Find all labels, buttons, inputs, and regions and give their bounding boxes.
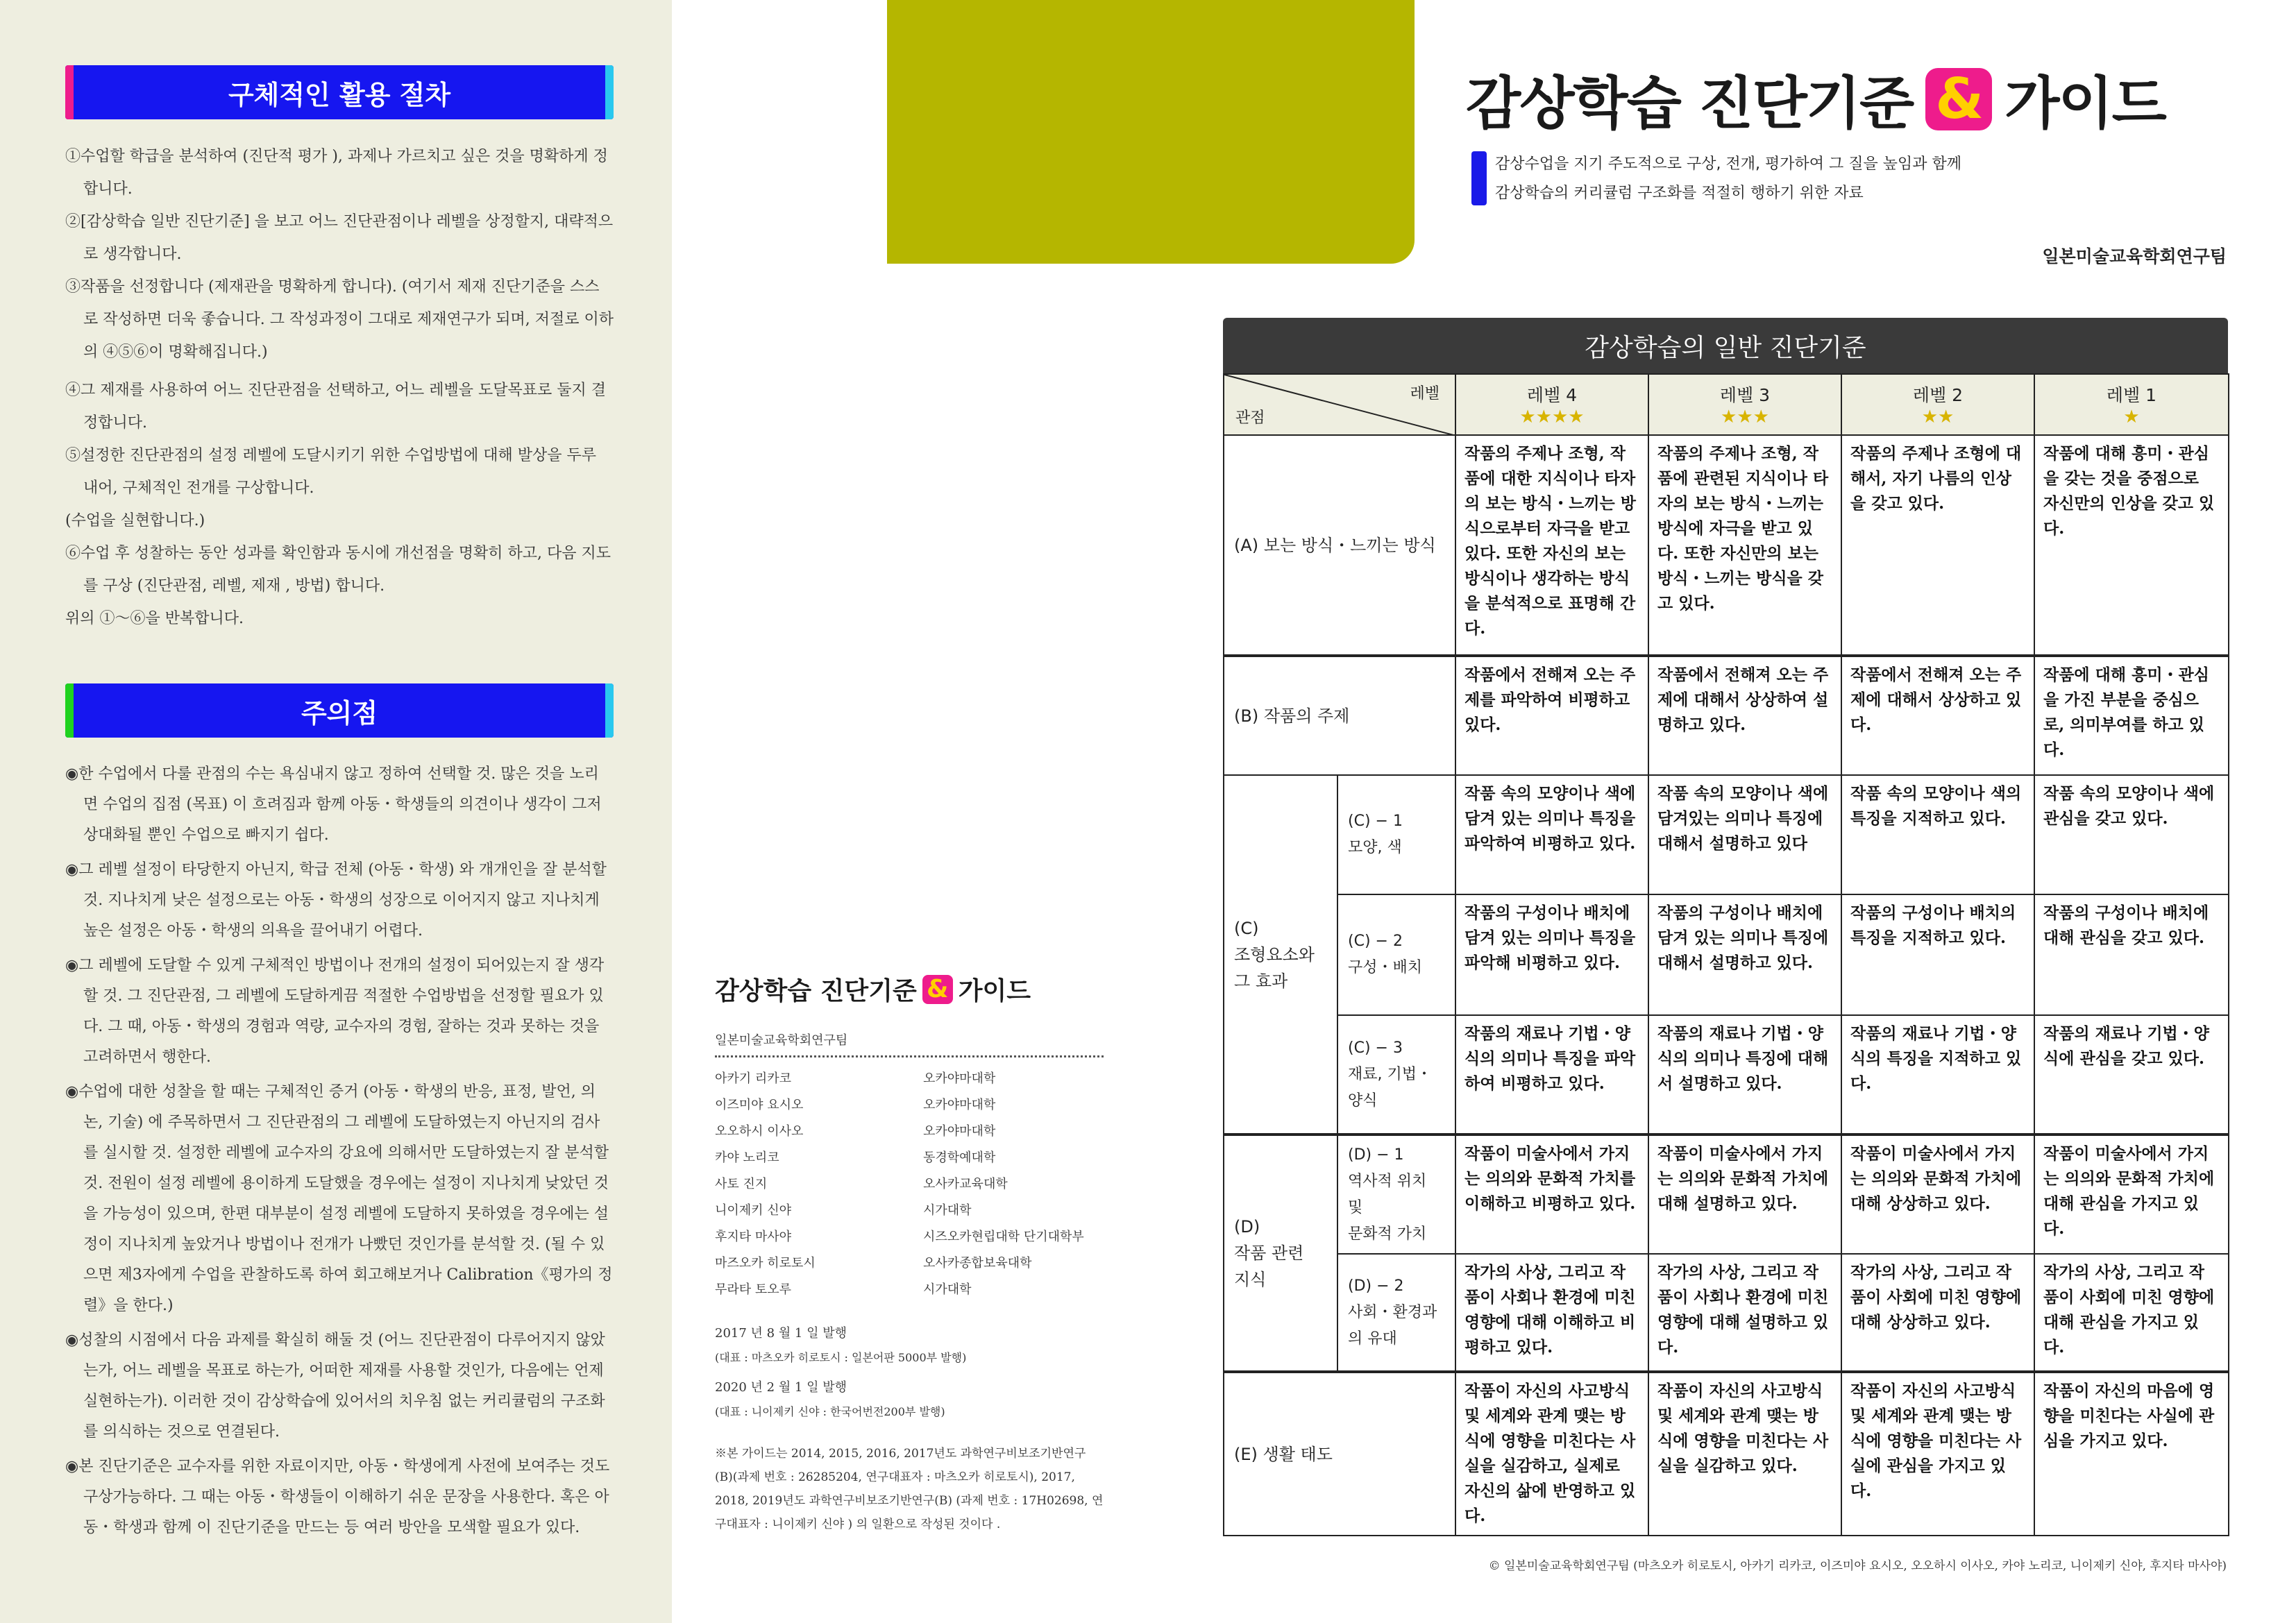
caution-item: ◉수업에 대한 성찰을 할 때는 구체적인 증거 (아동・학생의 반응, 표정, 발언, 의논, 기술) 에 주목하면서 그 진단관점의 그 레벨에 도달하였는지 아닌지의 검사를 실시할 것. 설정한 레벨에 교수자의 강요에 의해서만 도달하였는지 잘 분석할 것. 전원이 설정 레벨에 용이하게 도달했을 경우에는 설정이 지나치게 낮았던 것을 가능성이 있으며, 한편 대부분이 설정 레벨에 도달하지 못하였을 경우에는 설정이 지나치게 높았거나 방법이나 전개가 나빴던 것인가를 분석할 것. (될 수 있으면 제3자에게 수업을 관찰하도록 하여 회고해보거나 Calibration《평가의 정렬》을 한다.) — [65, 1083, 613, 1314]
left-panel — [0, 0, 672, 1623]
table-row-d2 — [1224, 1254, 2229, 1372]
decorative-block — [887, 0, 1415, 264]
publication-1-note: (대표 : 마츠오카 히로토시 : 일본어판 5000부 발행) — [715, 1351, 967, 1364]
table-row-e — [1224, 1372, 2229, 1536]
star-icon: ★★★★ — [1519, 407, 1585, 427]
level-2-header: 레벨 2 ★★ — [1841, 374, 2034, 435]
header-accent-right — [605, 683, 614, 738]
criteria-cell: 작품의 재료나 기법・양식의 의미나 특징을 파악하여 비평하고 있다. — [1455, 1015, 1648, 1135]
table-row-b — [1224, 656, 2229, 775]
level-4-header: 레벨 4 ★★★★ — [1455, 374, 1648, 435]
criteria-cell: 작품의 주제나 조형, 작품에 관련된 지식이나 타자의 보는 방식・느끼는 방식에 자극을 받고 있다. 또한 자신만의 보는 방식・느끼는 방식을 갖고 있다. — [1648, 435, 1841, 656]
criteria-cell: 작품이 자신의 사고방식 및 세계와 관계 맺는 방식에 영향을 미친다는 사실을 실감하고, 실제로 자신의 삶에 반영하고 있다. — [1455, 1372, 1648, 1536]
header-accent-left — [65, 65, 74, 119]
member-row: 이즈미야 요시오 오카야마대학 — [715, 1098, 996, 1112]
procedure-step: ⑥수업 후 성찰하는 동안 성과를 확인함과 동시에 개선점을 명확히 하고, 다음 지도를 구상 (진단관점, 레벨, 제재 , 방법) 합니다. — [65, 545, 611, 595]
criteria-cell: 작품에 대해 흥미・관심을 가진 부분을 중심으로, 의미부여를 하고 있다. — [2034, 656, 2229, 775]
level-3-header: 레벨 3 ★★★ — [1648, 374, 1841, 435]
criteria-cell: 작품의 재료나 기법・양식에 관심을 갖고 있다. — [2034, 1015, 2229, 1135]
criteria-cell: 작품에서 전해져 오는 주제에 대해서 상상하고 있다. — [1841, 656, 2034, 775]
criteria-cell: 작품이 미술사에서 가지는 의의와 문화적 가치를 이해하고 비평하고 있다. — [1455, 1135, 1648, 1254]
criteria-cell: 작품의 구성이나 배치의 특징을 지적하고 있다. — [1841, 894, 2034, 1015]
publication-1: 2017 년 8 월 1 일 발행 — [715, 1326, 847, 1341]
group-label: (D) 작품 관련 지식 — [1224, 1135, 1337, 1372]
subtitle-bar — [1471, 151, 1487, 205]
member-row: 마즈오카 히로토시 오사카종합보육대학 — [715, 1256, 1032, 1271]
procedure-step: ①수업할 학급을 분석하여 (진단적 평가 ), 과제나 가르치고 싶은 것을 명확하게 정합니다. — [65, 148, 608, 198]
star-icon: ★ — [2123, 407, 2140, 427]
caution-item: ◉한 수업에서 다룰 관점의 수는 욕심내지 않고 정하여 선택할 것. 많은 것을 노리면 수업의 집점 (목표) 이 흐려짐과 함께 아동・학생들의 의견이나 생각이 그저 상대화될 뿐인 수업으로 빠지기 쉽다. — [65, 765, 602, 844]
header-accent-right — [605, 65, 614, 119]
page-title — [1466, 58, 2166, 139]
copyright: © 일본미술교육학회연구팀 (마츠오카 히로토시, 아카기 리카코, 이즈미야 요시오, 오오하시 이사오, 카야 노리코, 니이제키 신야, 후지타 마사야) — [1488, 1559, 2227, 1573]
ampersand-badge: & — [1925, 68, 1992, 130]
criteria-table — [1223, 318, 2228, 1536]
criteria-cell: 작품에서 전해져 오는 주제에 대해서 상상하여 설명하고 있다. — [1648, 656, 1841, 775]
table-title: 감상학습의 일반 진단기준 — [1223, 318, 2228, 373]
funding-note: ※본 가이드는 2014, 2015, 2016, 2017년도 과학연구비보조기반연구(B)(과제 번호 : 26285204, 연구대표자 : 마츠오카 히로토시), 2017, 2018, 2019년도 과학연구비보조기반연구(B) (과제 번호 : 17H02698, 연구대표자 : 니이제키 신야 ) 의 일환으로 작성된 것이다 . — [715, 1447, 1104, 1531]
criteria-cell: 작품의 주제나 조형, 작품에 대한 지식이나 타자의 보는 방식・느끼는 방식으로부터 자극을 받고 있다. 또한 자신의 보는 방식이나 생각하는 방식을 분석적으로 표명해 간다. — [1455, 435, 1648, 656]
publication-2-note: (대표 : 니이제키 신야 : 한국어번전200부 발행) — [715, 1405, 945, 1418]
level-1-header: 레벨 1 ★ — [2034, 374, 2229, 435]
caution-list — [65, 759, 614, 1543]
procedure-step: (수업을 실현합니다.) — [65, 512, 205, 529]
caution-item: ◉그 레벨에 도달할 수 있게 구체적인 방법이나 전개의 설정이 되어있는지 잘 생각할 것. 그 진단관점, 그 레벨에 도달하게끔 적절한 수업방법을 선정할 필요가 있다. 그 때, 아동・학생의 경험과 역량, 교수자의 경험, 잘하는 것과 못하는 것을 고려하면서 행한다. — [65, 957, 605, 1066]
subtitle — [1495, 150, 1961, 208]
procedure-list — [65, 140, 614, 635]
row-label: (A) 보는 방식・느끼는 방식 — [1224, 435, 1455, 656]
criteria-cell: 작품이 자신의 마음에 영향을 미친다는 사실에 관심을 가지고 있다. — [2034, 1372, 2229, 1536]
criteria-cell: 작품 속의 모양이나 색에 담겨 있는 의미나 특징을 파악하여 비평하고 있다. — [1455, 775, 1648, 894]
criteria-cell: 작품에 대해 흥미・관심을 갖는 것을 중점으로 자신만의 인상을 갖고 있다. — [2034, 435, 2229, 656]
member-row: 사토 진지 오사카교육대학 — [715, 1177, 1008, 1191]
procedure-step: 위의 ①〜⑥을 반복합니다. — [65, 610, 244, 627]
member-row: 니이제키 신야 시가대학 — [715, 1203, 972, 1218]
criteria-cell: 작품의 주제나 조형에 대해서, 자기 나름의 인상을 갖고 있다. — [1841, 435, 2034, 656]
corner-view-label: 관점 — [1235, 409, 1265, 427]
member-row: 무라타 토오루 시가대학 — [715, 1282, 972, 1297]
caution-item: ◉성찰의 시점에서 다음 과제를 확실히 해둘 것 (어느 진단관점이 다루어지지 않았는가, 어느 레벨을 목표로 하는가, 어떠한 제재를 사용할 것인가, 다음에는 언제 실현하는가). 이러한 것이 감상학습에 있어서의 치우침 없는 커리큘럼의 구조화를 의식하는 것으로 연결된다. — [65, 1332, 605, 1441]
table-row-c2 — [1224, 894, 2229, 1015]
criteria-cell: 작품 속의 모양이나 색의 특징을 지적하고 있다. — [1841, 775, 2034, 894]
member-row: 카야 노리코 동경학예대학 — [715, 1150, 996, 1165]
title-guide: 가이드 — [2004, 71, 2166, 137]
table-row-c1 — [1224, 775, 2229, 894]
criteria-cell: 작품이 미술사에서 가지는 의의와 문화적 가치에 대해 설명하고 있다. — [1648, 1135, 1841, 1254]
row-label: (C) − 3 재료, 기법・ 양식 — [1337, 1015, 1455, 1135]
criteria-cell: 작가의 사상, 그리고 작품이 사회에 미친 영향에 대해 상상하고 있다. — [1841, 1254, 2034, 1372]
member-list — [715, 1055, 1104, 1303]
table-row-d1 — [1224, 1135, 2229, 1254]
title-main: 감상학습 진단기준 — [1466, 71, 1914, 137]
member-row: 오오하시 이사오 오카야마대학 — [715, 1124, 996, 1139]
procedure-step: ③작품을 선정합니다 (제재관을 명확하게 합니다). (여기서 제재 진단기준을 스스로 작성하면 더욱 좋습니다. 그 작성과정이 그대로 제재연구가 되며, 저절로 이하의 ④⑤⑥이 명확해집니다.) — [65, 278, 614, 361]
row-label: (C) − 1 모양, 색 — [1337, 775, 1455, 894]
procedure-header — [65, 65, 614, 119]
author: 일본미술교육학회연구팀 — [2042, 246, 2227, 266]
table-row-a — [1224, 435, 2229, 656]
procedure-step: ⑤설정한 진단관점의 설정 레벨에 도달시키기 위한 수업방법에 대해 발상을 두루 내어, 구체적인 전개를 구상합니다. — [65, 447, 597, 497]
criteria-cell: 작품의 구성이나 배치에 대해 관심을 갖고 있다. — [2034, 894, 2229, 1015]
row-label: (E) 생활 태도 — [1224, 1372, 1455, 1536]
criteria-cell: 작품 속의 모양이나 색에 담겨있는 의미나 특징에 대해서 설명하고 있다 — [1648, 775, 1841, 894]
colophon-team: 일본미술교육학회연구팀 — [715, 1033, 848, 1048]
star-icon: ★★ — [1921, 407, 1955, 427]
colophon-title-guide: 가이드 — [958, 977, 1031, 1005]
level-header-row — [1224, 374, 2229, 435]
procedure-step: ④그 제재를 사용하여 어느 진단관점을 선택하고, 어느 레벨을 도달목표로 둘지 결정합니다. — [65, 382, 606, 432]
subtitle-line: 감상수업을 지기 주도적으로 구상, 전개, 평가하여 그 질을 높임과 함께 — [1495, 155, 1961, 173]
member-row: 후지타 마사야 시즈오카현립대학 단기대학부 — [715, 1230, 1084, 1244]
criteria-cell: 작가의 사상, 그리고 작품이 사회에 미친 영향에 대해 관심을 가지고 있다. — [2034, 1254, 2229, 1372]
colophon-title-main: 감상학습 진단기준 — [715, 977, 917, 1005]
row-label: (B) 작품의 주제 — [1224, 656, 1455, 775]
criteria-cell: 작가의 사상, 그리고 작품이 사회나 환경에 미친 영향에 대해 이해하고 비평하고 있다. — [1455, 1254, 1648, 1372]
corner-level-label: 레벨 — [1410, 385, 1440, 402]
member-row: 아카기 리카코 오카야마대학 — [715, 1071, 996, 1086]
procedure-title: 구체적인 활용 절차 — [228, 79, 451, 110]
criteria-cell: 작품의 재료나 기법・양식의 특징을 지적하고 있다. — [1841, 1015, 2034, 1135]
procedure-step: ②[감상학습 일반 진단기준] 을 보고 어느 진단관점이나 레벨을 상정할지, 대략적으로 생각합니다. — [65, 213, 614, 263]
row-label: (C) − 2 구성・배치 — [1337, 894, 1455, 1015]
criteria-cell: 작품의 구성이나 배치에 담겨 있는 의미나 특징에 대해서 설명하고 있다. — [1648, 894, 1841, 1015]
criteria-cell: 작품의 구성이나 배치에 담겨 있는 의미나 특징을 파악해 비평하고 있다. — [1455, 894, 1648, 1015]
caution-item: ◉본 진단기준은 교수자를 위한 자료이지만, 아동・학생에게 사전에 보여주는 것도 구상가능하다. 그 때는 아동・학생들이 이해하기 쉬운 문장을 사용한다. 혹은 아동・학생과 함께 이 진단기준을 만드는 등 여러 방안을 모색할 필요가 있다. — [65, 1458, 610, 1536]
criteria-cell: 작품 속의 모양이나 색에 관심을 갖고 있다. — [2034, 775, 2229, 894]
criteria-cell: 작가의 사상, 그리고 작품이 사회나 환경에 미친 영향에 대해 설명하고 있다. — [1648, 1254, 1841, 1372]
criteria-cell: 작품의 재료나 기법・양식의 의미나 특징에 대해서 설명하고 있다. — [1648, 1015, 1841, 1135]
colophon-title — [715, 971, 1104, 1007]
ampersand-badge: & — [922, 975, 953, 1004]
group-label: (C) 조형요소와 그 효과 — [1224, 775, 1337, 1135]
criteria-cell: 작품이 미술사에서 가지는 의의와 문화적 가치에 대해 관심을 가지고 있다. — [2034, 1135, 2229, 1254]
corner-cell — [1224, 374, 1455, 435]
table-row-c3 — [1224, 1015, 2229, 1135]
criteria-cell: 작품이 자신의 사고방식 및 세계와 관계 맺는 방식에 영향을 미친다는 사실을 실감하고 있다. — [1648, 1372, 1841, 1536]
row-label: (D) − 2 사회・환경과 의 유대 — [1337, 1254, 1455, 1372]
publication-2: 2020 년 2 월 1 일 발행 — [715, 1380, 847, 1395]
caution-header — [65, 683, 614, 738]
subtitle-line: 감상학습의 커리큘럼 구조화를 적절히 행하기 위한 자료 — [1495, 185, 1864, 202]
criteria-cell: 작품이 자신의 사고방식 및 세계와 관계 맺는 방식에 영향을 미친다는 사실에 관심을 가지고 있다. — [1841, 1372, 2034, 1536]
star-icon: ★★★ — [1721, 407, 1769, 427]
criteria-cell: 작품에서 전해져 오는 주제를 파악하여 비평하고 있다. — [1455, 656, 1648, 775]
header-accent-left — [65, 683, 74, 738]
row-label: (D) − 1 역사적 위치 및 문화적 가치 — [1337, 1135, 1455, 1254]
colophon — [715, 971, 1104, 1536]
criteria-cell: 작품이 미술사에서 가지는 의의와 문화적 가치에 대해 상상하고 있다. — [1841, 1135, 2034, 1254]
caution-item: ◉그 레벨 설정이 타당한지 아닌지, 학급 전체 (아동・학생) 와 개개인을 잘 분석할 것. 지나치게 낮은 설정으로는 아동・학생의 성장으로 이어지지 않고 지나치게 높은 설정은 아동・학생의 의욕을 끌어내기 어렵다. — [65, 861, 607, 940]
caution-title: 주의점 — [301, 697, 378, 729]
